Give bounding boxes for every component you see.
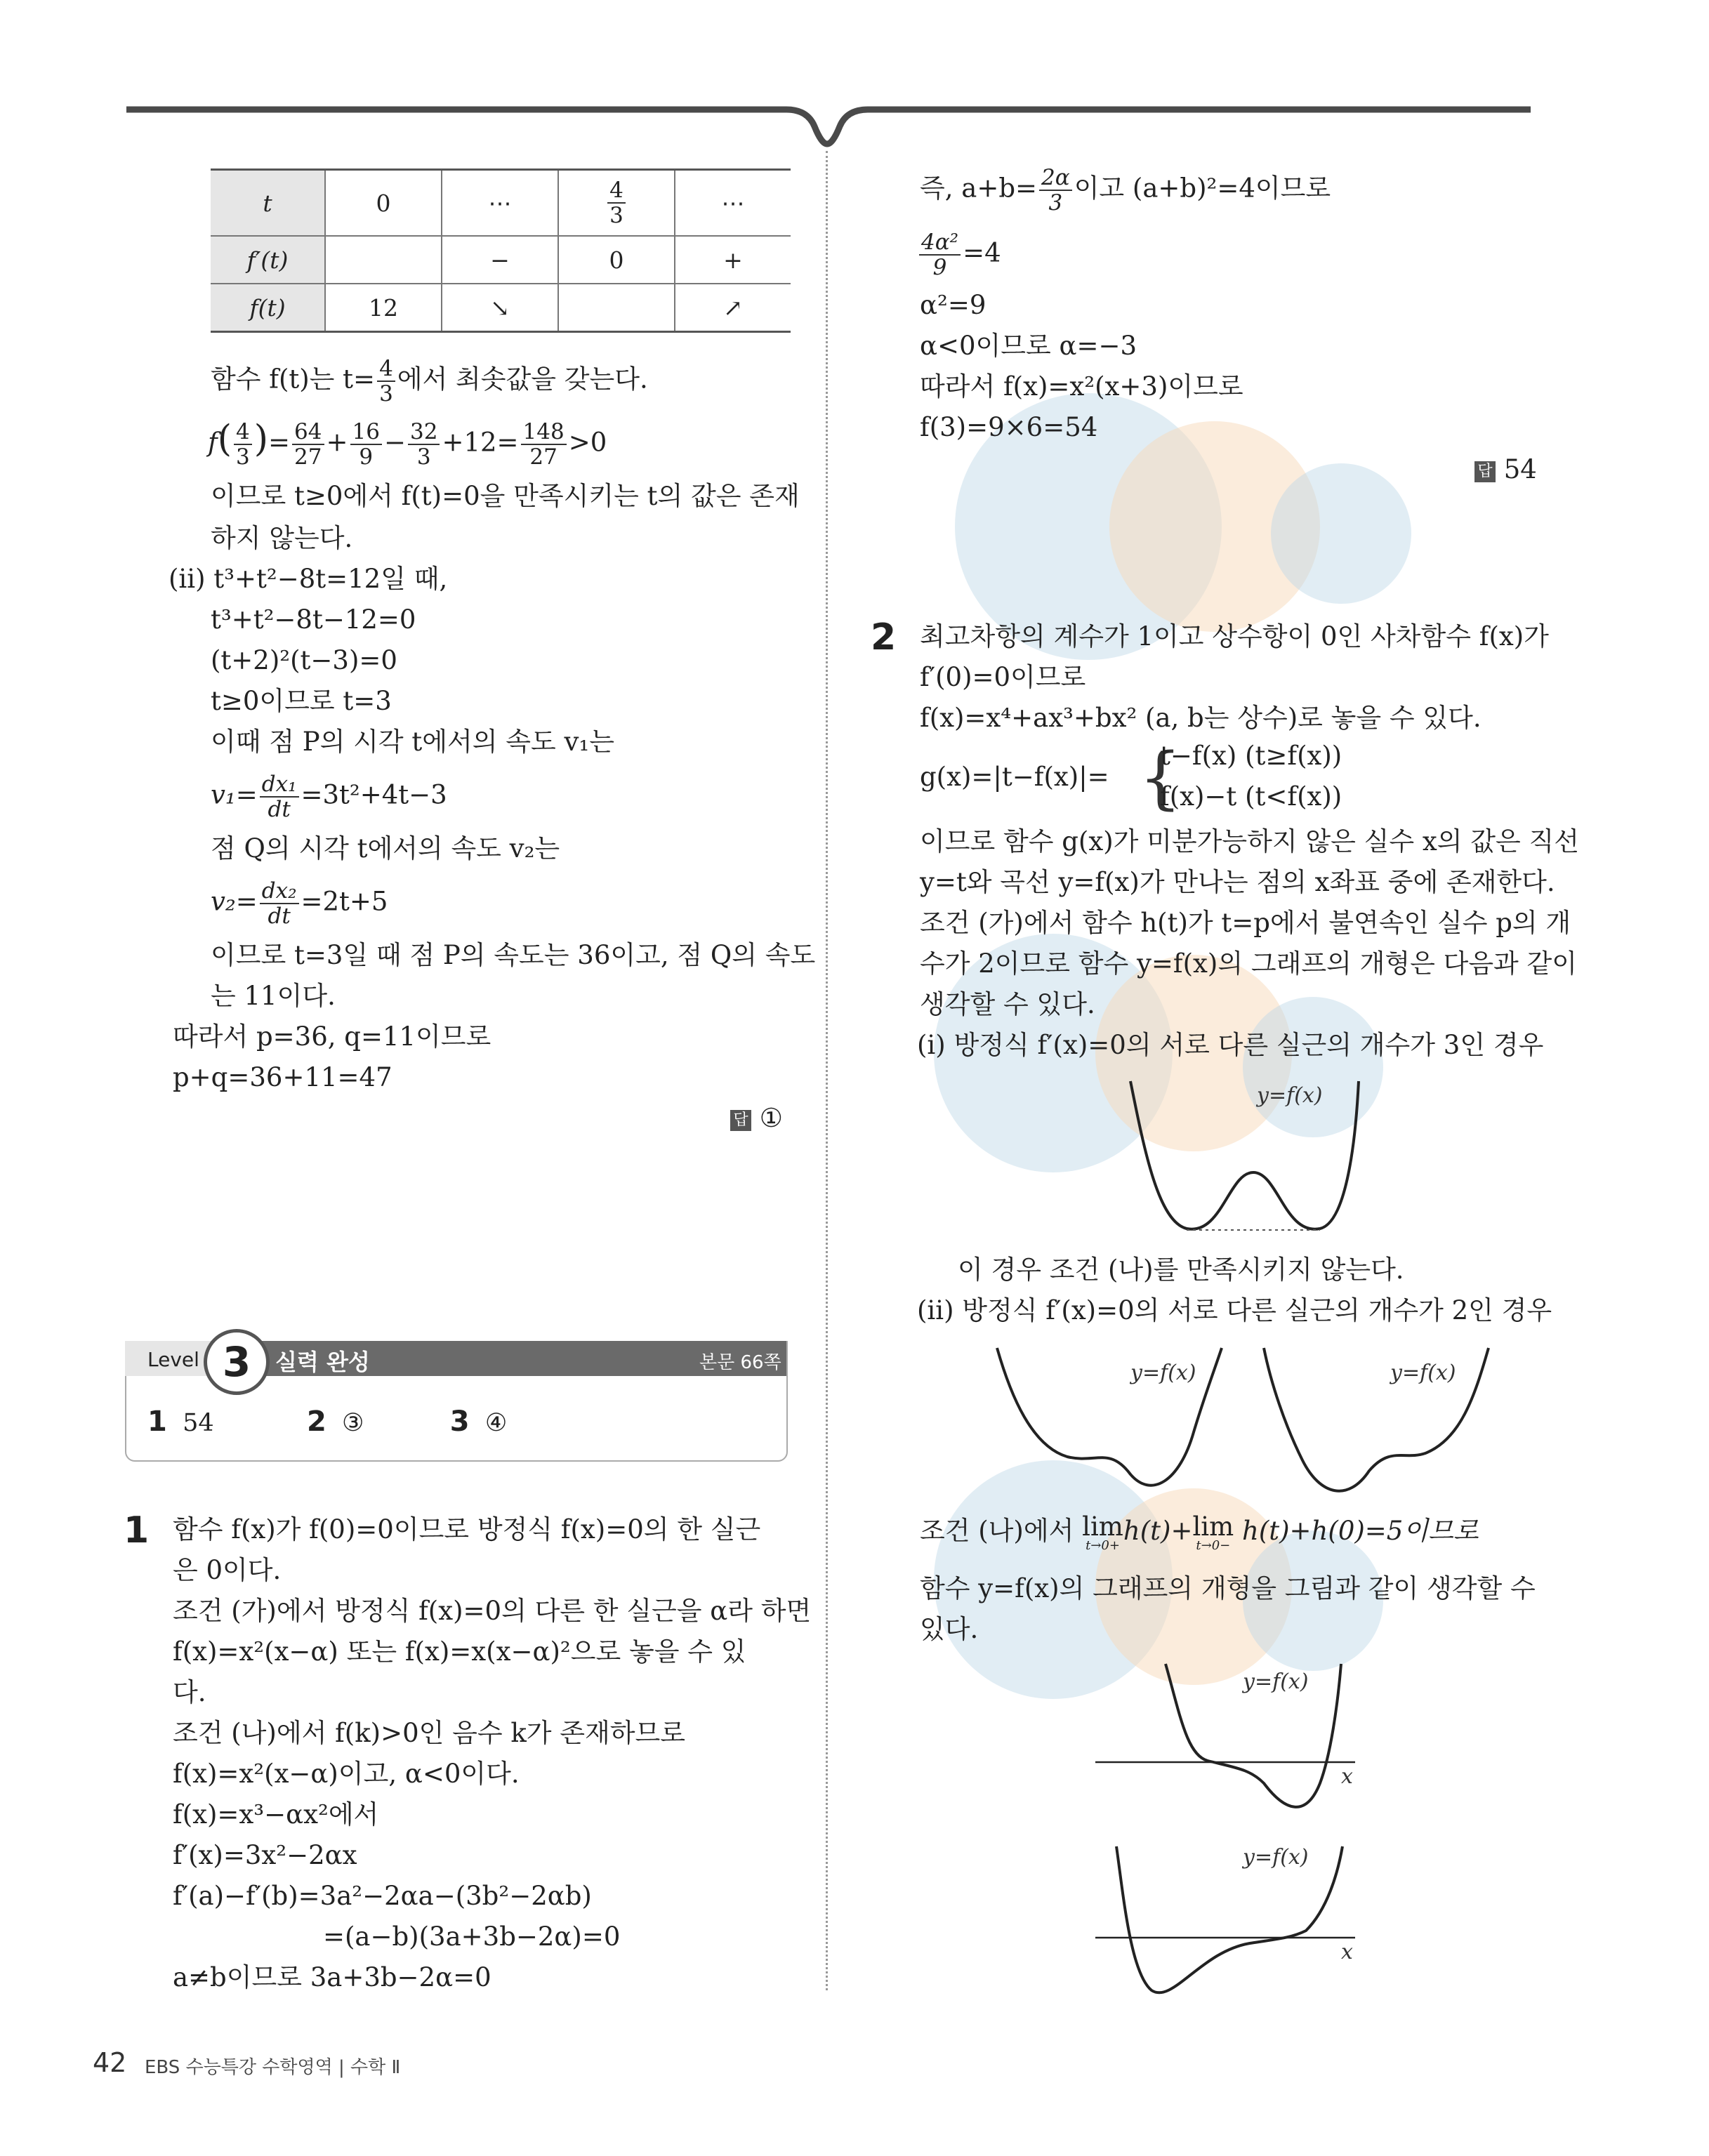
text-line: 생각할 수 있다. bbox=[920, 989, 1095, 1019]
text-line: α²=9 bbox=[920, 290, 987, 320]
table-cell: + bbox=[675, 236, 791, 284]
limit-line: 조건 (나)에서 lim t→0+ h(t)+ lim t→0− h(t)+h(0)=5이므로 bbox=[920, 1512, 1479, 1553]
table-cell: f′(t) bbox=[211, 236, 325, 284]
level-number: 3 bbox=[222, 1338, 251, 1386]
graph-w-shape bbox=[1095, 1067, 1390, 1236]
text-line: 점 Q의 시각 t에서의 속도 v₂는 bbox=[211, 833, 560, 864]
text-line: 다. bbox=[173, 1677, 206, 1707]
table-cell: 12 bbox=[325, 284, 442, 332]
answer-mark: 답 54 bbox=[1474, 454, 1537, 486]
variation-table bbox=[211, 168, 791, 333]
text-line: 이므로 t≥0에서 f(t)=0을 만족시키는 t의 값은 존재 bbox=[211, 481, 800, 511]
text-line: y=t와 곡선 y=f(x)가 만나는 점의 x좌표 중에 존재한다. bbox=[920, 867, 1555, 897]
table-cell bbox=[558, 284, 675, 332]
text-line: 는 11이다. bbox=[211, 981, 336, 1011]
text-line: 있다. bbox=[920, 1614, 979, 1644]
svg-text:y=f(x): y=f(x) bbox=[1390, 1361, 1456, 1385]
text-line: 이므로 함수 g(x)가 미분가능하지 않은 실수 x의 값은 직선 bbox=[920, 826, 1579, 857]
text-line: 함수 f(t)는 t= $\frac{4}{3}$ 에서 최솟값을 갖는다. bbox=[211, 356, 648, 406]
text-line: f(3)=9×6=54 bbox=[920, 412, 1098, 442]
text-line: 따라서 p=36, q=11이므로 bbox=[173, 1021, 491, 1052]
text-line: 이므로 t=3일 때 점 P의 속도는 36이고, 점 Q의 속도 bbox=[211, 940, 816, 970]
header-line bbox=[0, 0, 1709, 161]
equation-line: v₁= $\frac{\text{dx₁}}{dt}$ =3t²+4t−3 bbox=[211, 772, 447, 822]
text-line: 이 경우 조건 (나)를 만족시키지 않는다. bbox=[958, 1255, 1404, 1285]
frac-den: 3 bbox=[609, 203, 623, 228]
text-line: 수가 2이므로 함수 y=f(x)의 그래프의 개형은 다음과 같이 bbox=[920, 948, 1578, 979]
text-line: t≥0이므로 t=3 bbox=[211, 686, 392, 716]
question-number: 1 bbox=[124, 1509, 150, 1552]
graph-label: y=f(x) bbox=[1257, 1083, 1323, 1108]
case-line: t−f(x) (t≥f(x)) bbox=[1160, 741, 1342, 771]
text-line: 따라서 f(x)=x²(x+3)이므로 bbox=[920, 371, 1243, 402]
equation-line: 즉, a+b= $\frac{2\alpha}{3}$ 이고 (a+b)²=4이므로 bbox=[920, 165, 1331, 216]
column-divider bbox=[826, 151, 828, 1990]
table-cell bbox=[558, 170, 675, 237]
text-line: f′(a)−f′(b)=3a²−2αa−(3b²−2αb) bbox=[173, 1881, 592, 1911]
table-row bbox=[211, 170, 791, 237]
answer-mark: 답 ① bbox=[730, 1102, 783, 1135]
text-line: f(x)=x³−αx²에서 bbox=[173, 1799, 379, 1830]
table-cell: − bbox=[442, 236, 558, 284]
answer-icon: 답 bbox=[1474, 461, 1496, 482]
table-cell: ⋯ bbox=[675, 170, 791, 237]
table-row bbox=[211, 236, 791, 284]
table-cell: 0 bbox=[325, 170, 442, 237]
equation-line: v₂= $\frac{\text{dx₂}}{dt}$ =2t+5 bbox=[211, 878, 388, 929]
level-title: 실력 완성 bbox=[275, 1349, 370, 1375]
table-cell: 0 bbox=[558, 236, 675, 284]
text-line: 최고차항의 계수가 1이고 상수항이 0인 사차함수 f(x)가 bbox=[920, 621, 1549, 652]
text-line: 함수 f(x)가 f(0)=0이므로 방정식 f(x)=0의 한 실근 bbox=[173, 1514, 761, 1545]
text-line: 조건 (가)에서 방정식 f(x)=0의 다른 한 실근을 α라 하면 bbox=[173, 1596, 812, 1626]
svg-text:y=f(x): y=f(x) bbox=[1243, 1669, 1309, 1694]
page-reference: 본문 66쪽 bbox=[699, 1352, 781, 1373]
equation-line: g(x)=|t−f(x)|= bbox=[920, 762, 1109, 792]
text-line: α<0이므로 α=−3 bbox=[920, 331, 1137, 361]
text-line: 함수 y=f(x)의 그래프의 개형을 그림과 같이 생각할 수 bbox=[920, 1573, 1536, 1603]
text-line: 조건 (나)에서 f(k)>0인 음수 k가 존재하므로 bbox=[173, 1718, 686, 1748]
watermark-circle bbox=[1271, 463, 1411, 604]
question-number: 2 bbox=[871, 616, 897, 659]
page-number: 42 bbox=[93, 2047, 127, 2078]
text-line: 조건 (가)에서 함수 h(t)가 t=p에서 불연속인 실수 p의 개 bbox=[920, 908, 1571, 938]
level-number-badge bbox=[204, 1329, 270, 1395]
text-line: (t+2)²(t−3)=0 bbox=[211, 645, 397, 675]
text-line: 이때 점 P의 시각 t에서의 속도 v₁는 bbox=[211, 727, 614, 757]
text-line: =(a−b)(3a+3b−2α)=0 bbox=[323, 1922, 621, 1952]
text-line: f(x)=x²(x−α) 또는 f(x)=x(x−α)²으로 놓을 수 있 bbox=[173, 1636, 746, 1667]
brace: { bbox=[1139, 739, 1182, 817]
text-line: 하지 않는다. bbox=[211, 523, 353, 553]
table-row bbox=[211, 284, 791, 332]
text-line: f′(0)=0이므로 bbox=[920, 662, 1086, 692]
svg-text:y=f(x): y=f(x) bbox=[1243, 1845, 1309, 1870]
text-line: 은 0이다. bbox=[173, 1555, 282, 1585]
text-line: (ii) 방정식 f′(x)=0의 서로 다른 실근의 개수가 2인 경우 bbox=[917, 1295, 1552, 1325]
graph-final-upper bbox=[1081, 1650, 1376, 1832]
table-cell bbox=[325, 236, 442, 284]
text-line: (ii) t³+t²−8t=12일 때, bbox=[169, 564, 448, 594]
table-cell: ↘ bbox=[442, 284, 558, 332]
equation-line: $\frac{\text{4α²}}{9}$ =4 bbox=[917, 230, 1001, 279]
x-axis-label: x bbox=[1341, 1764, 1353, 1789]
table-cell: ↗ bbox=[675, 284, 791, 332]
table-cell: t bbox=[211, 170, 325, 237]
table-cell: ⋯ bbox=[442, 170, 558, 237]
text-line: p+q=36+11=47 bbox=[173, 1062, 392, 1092]
answer-icon: 답 bbox=[730, 1110, 751, 1131]
frac-num: 4 bbox=[607, 178, 626, 204]
graph-case-right bbox=[1250, 1341, 1503, 1502]
graph-case-left bbox=[983, 1341, 1236, 1502]
text-line: t³+t²−8t−12=0 bbox=[211, 604, 416, 635]
text-line: f(x)=x²(x−α)이고, α<0이다. bbox=[173, 1759, 520, 1789]
text-line: (i) 방정식 f′(x)=0의 서로 다른 실근의 개수가 3인 경우 bbox=[917, 1030, 1544, 1060]
equation-line: f( $\frac{4}{3}$ )= $\frac{64}{27}$ + $\frac{16}{9}$ − $\frac{32}{3}$ +12= $\frac{148}{27}$ >0 bbox=[208, 418, 607, 470]
footer-text: EBS 수능특강 수학영역 | 수학 Ⅱ bbox=[145, 2057, 401, 2078]
graph-final-lower bbox=[1081, 1832, 1376, 2008]
svg-text:x: x bbox=[1341, 1940, 1353, 1964]
text-line: f′(x)=3x²−2αx bbox=[173, 1840, 357, 1870]
text-line: a≠b이므로 3a+3b−2α=0 bbox=[173, 1962, 491, 1992]
answer-list: 1 54 2 ③ 3 ④ bbox=[147, 1406, 508, 1438]
table-cell: f(t) bbox=[211, 284, 325, 332]
case-line: f(x)−t (t<f(x)) bbox=[1160, 781, 1342, 812]
svg-text:y=f(x): y=f(x) bbox=[1130, 1361, 1196, 1385]
level-label: Level bbox=[147, 1348, 199, 1371]
text-line: f(x)=x⁴+ax³+bx² (a, b는 상수)로 놓을 수 있다. bbox=[920, 703, 1482, 733]
